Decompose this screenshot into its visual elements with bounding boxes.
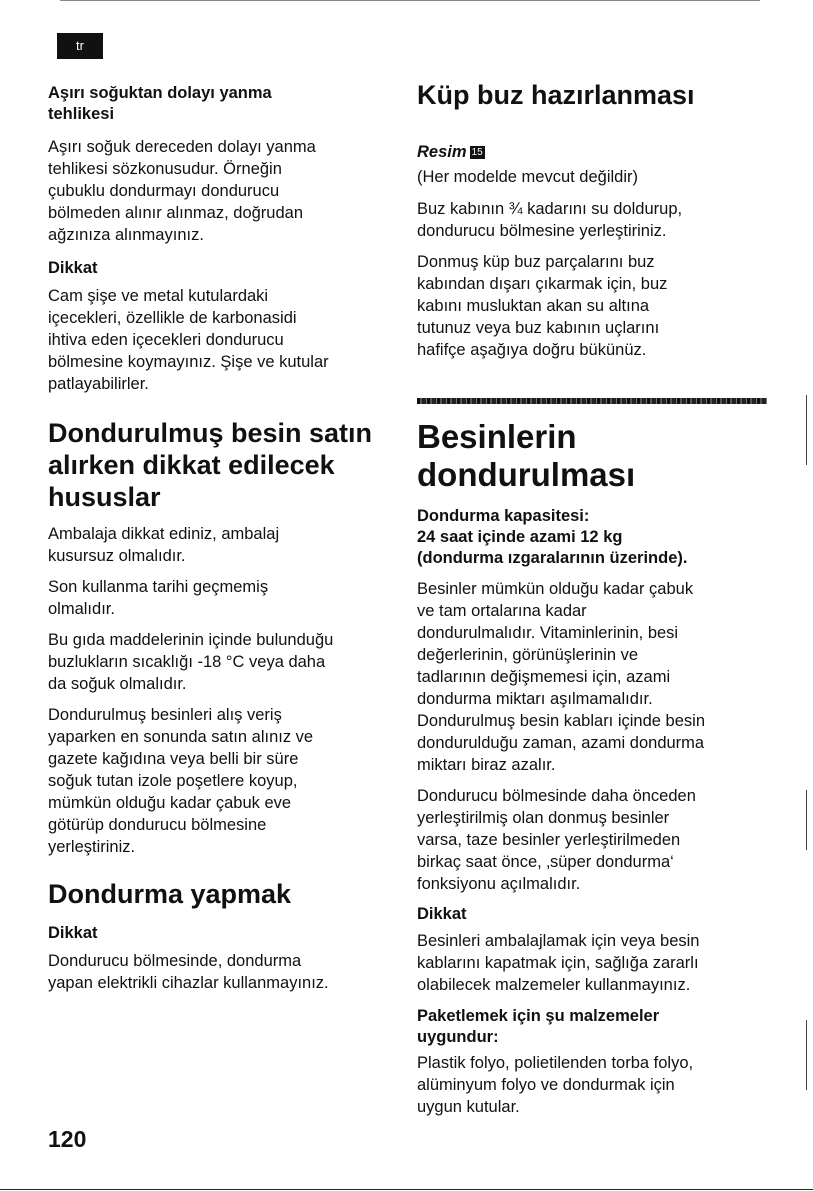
ice-cream-heading: Dondurma yapmak	[48, 879, 292, 909]
scan-edge-line	[806, 395, 807, 465]
caution-heading-2: Dikkat	[48, 924, 98, 942]
model-note: (Her modelde mevcut değildir)	[417, 168, 639, 186]
packaging-caution-text: Besinleri ambalajlamak için veya besin kablarını kapatmak için, sağlığa zararlı olabilecek malzemeler kullanmayınız.	[417, 932, 700, 994]
packaging-materials-text: Plastik folyo, polietilenden torba folyo, alüminyum folyo ve dondurmak için uygun kutular.	[417, 1054, 694, 1116]
left-column	[48, 83, 398, 994]
frozen-food-text-2: Son kullanma tarihi geçmemiş olmalıdır.	[48, 578, 269, 618]
section-separator-bar	[417, 398, 767, 404]
top-rule	[60, 0, 760, 1]
packaging-materials-heading: Paketlemek için şu malzemeler uygundur:	[417, 1007, 660, 1046]
ice-cube-text-2: Donmuş küp buz parçalarını buz kabından dışarı çıkarmak için, buz kabını musluktan akan su altına tutunuz veya buz kabının uçlarını hafifçe aşağıya doğru bükünüz.	[417, 253, 668, 359]
frozen-food-text-1: Ambalaja dikkat ediniz, ambalaj kusursuz olmalıdır.	[48, 525, 280, 565]
figure-number-badge: 15	[471, 147, 483, 158]
caution-heading-3: Dikkat	[417, 905, 467, 923]
frozen-food-text-3: Bu gıda maddelerinin içinde bulunduğu buzlukların sıcaklığı -18 °C veya daha da soğuk olmalıdır.	[48, 631, 334, 693]
figure-label: Resim	[417, 143, 467, 161]
page-number: 120	[48, 1126, 87, 1152]
caution-text: Cam şişe ve metal kutulardaki içecekleri, özellikle de karbonasidi ihtiva eden içecekleri dondurucu bölmesine koymayınız. Şişe ve kutular patlayabilirler.	[48, 287, 329, 393]
right-column	[417, 79, 767, 1118]
burn-risk-text: Aşırı soğuk dereceden dolayı yanma tehlikesi sözkonusudur. Örneğin çubuklu dondurmayı dondurucu bölmeden alınır alınmaz, doğrudan ağzınıza alınmayınız.	[48, 138, 316, 244]
scan-edge-line	[806, 790, 807, 850]
ice-cube-heading: Küp buz hazırlanması	[417, 80, 695, 110]
freezing-text-2: Dondurucu bölmesinde daha önceden yerleştirilmiş olan donmuş besinler varsa, taze besinler yerleştirilmeden birkaç saat önce, ‚süper dondurma‘ fonksiyonu açılmalıdır.	[417, 787, 696, 893]
ice-cube-text-1: Buz kabının ¾ kadarını su doldurup, dondurucu bölmesine yerleştiriniz.	[417, 200, 683, 240]
frozen-food-text-4: Dondurulmuş besinleri alış veriş yaparken en sonunda satın alınız ve gazete kağıdına veya belli bir süre soğuk tutan izole poşetlere koyup, mümkün olduğu kadar çabuk eve götürüp dondurucu bölmesine yerleştiriniz.	[48, 706, 314, 856]
ice-cream-caution-text: Dondurucu bölmesinde, dondurma yapan elektrikli cihazlar kullanmayınız.	[48, 952, 329, 992]
figure-reference	[417, 119, 767, 163]
scan-edge-line	[806, 1020, 807, 1090]
freezing-heading: Besinlerin dondurulması	[417, 418, 636, 493]
caution-heading: Dikkat	[48, 259, 98, 277]
capacity-heading: Dondurma kapasitesi: 24 saat içinde azami 12 kg (dondurma ızgaralarının üzerinde).	[417, 507, 688, 567]
language-tab: tr	[57, 33, 103, 59]
bottom-rule	[0, 1189, 813, 1190]
burn-risk-heading: Aşırı soğuktan dolayı yanma tehlikesi	[48, 84, 272, 123]
frozen-food-heading: Dondurulmuş besin satın alırken dikkat edilecek hususlar	[48, 418, 373, 512]
freezing-text-1: Besinler mümkün olduğu kadar çabuk ve tam ortalarına kadar dondurulmalıdır. Vitaminlerinin, besi değerlerinin, görünüşlerinin ve tadlarının değişmemesi için, azami dondurma miktarı aşılmamalıdır. Dondurulmuş besin kabları içinde besin dondurulduğu zaman, azami dondurma miktarı biraz azalır.	[417, 580, 705, 774]
